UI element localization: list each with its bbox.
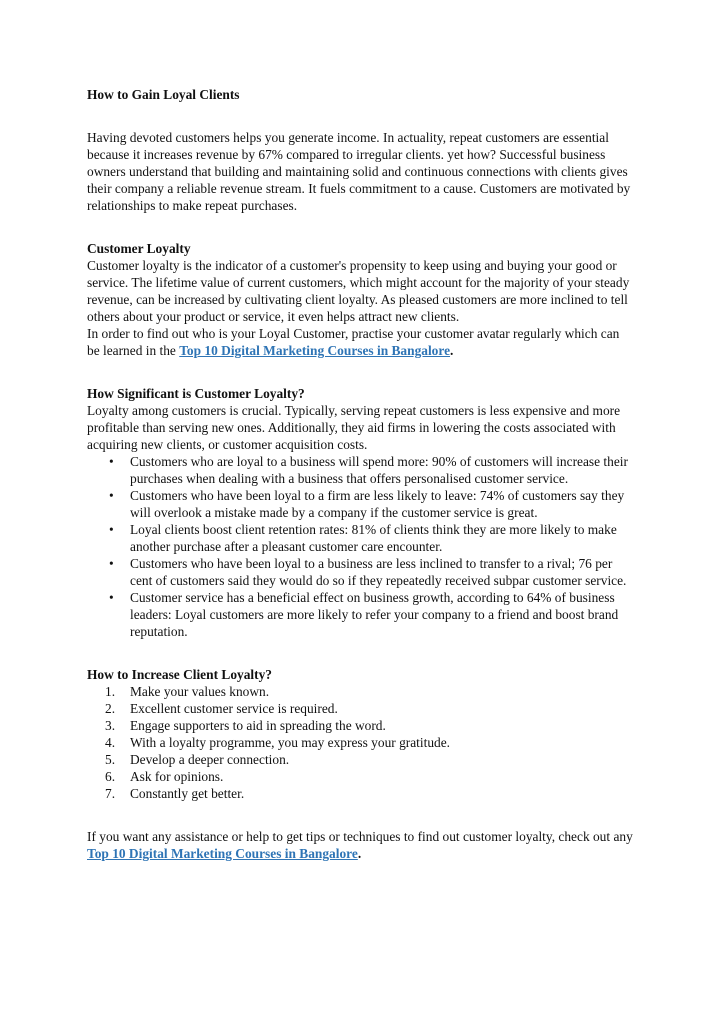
paragraph-period: . [357, 846, 362, 861]
list-item [87, 683, 635, 700]
paragraph-period: . [450, 343, 454, 358]
list-item: • Customers who are loyal to a business will spend more: 90% of customers will increase their purchases when dealing with a business that offers personalised customer service. [87, 453, 635, 487]
closing-paragraph [87, 828, 635, 862]
section-body: Customer loyalty is the indicator of a customer's propensity to keep using and buying your good or service. The lifetime value of current customers, which might account for the majority of your steady revenue, can be increased by cultivating client loyalty. As pleased customers are more inclined to tell others about your product or service, it even helps attract new clients. [87, 258, 630, 324]
bullet-list [87, 453, 635, 640]
list-text: Engage supporters to aid in spreading the word. [130, 718, 386, 733]
intro-paragraph: Having devoted customers helps you generate income. In actuality, repeat customers are essential because it increases revenue by 67% compared to irregular clients. yet how? Successful business owners understand that building and maintaining solid and continuous connections with clients gives their company a reliable revenue stream. It fuels commitment to a cause. Customers are motivated by relationships to make repeat purchases. [87, 130, 631, 213]
list-number: 6. [105, 769, 116, 784]
section-heading: Customer Loyalty [87, 241, 191, 256]
section-body-link-paragraph [87, 325, 635, 359]
section-significance [87, 385, 635, 640]
list-item [87, 734, 635, 751]
list-item [87, 785, 635, 802]
section-increase-loyalty [87, 666, 635, 802]
numbered-list [87, 683, 635, 802]
section-customer-loyalty [87, 240, 635, 359]
list-item [87, 700, 635, 717]
courses-link[interactable]: Top 10 Digital Marketing Courses in Bangalore [179, 343, 451, 358]
list-number: 3. [105, 718, 116, 733]
list-number: 2. [105, 701, 116, 716]
list-text: Constantly get better. [130, 786, 245, 801]
list-text: Ask for opinions. [130, 769, 224, 784]
list-text: With a loyalty programme, you may express your gratitude. [130, 735, 451, 750]
list-number: 5. [105, 752, 116, 767]
list-number: 4. [105, 735, 116, 750]
list-item [87, 717, 635, 734]
courses-link[interactable]: Top 10 Digital Marketing Courses in Bangalore [87, 846, 358, 861]
document-title: How to Gain Loyal Clients [87, 87, 240, 102]
list-item [87, 768, 635, 785]
list-item: • Customer service has a beneficial effect on business growth, according to 64% of business leaders: Loyal customers are more likely to refer your company to a friend and boost brand reputation. [87, 589, 635, 640]
section-body: Loyalty among customers is crucial. Typically, serving repeat customers is less expensive and more profitable than serving new ones. Additionally, they aid firms in lowering the costs associated with acquiring new clients, or customer acquisition costs. [87, 403, 621, 452]
section-heading: How to Increase Client Loyalty? [87, 667, 272, 682]
document-page [87, 86, 635, 862]
list-item: • Loyal clients boost client retention rates: 81% of clients think they are more likely to make another purchase after a pleasant customer care encounter. [87, 521, 635, 555]
list-item [87, 751, 635, 768]
paragraph-text: If you want any assistance or help to get tips or techniques to find out customer loyalty, check out any [87, 829, 633, 844]
list-item: • Customers who have been loyal to a firm are less likely to leave: 74% of customers say they will overlook a mistake made by a company if the customer service is great. [87, 487, 635, 521]
section-heading: How Significant is Customer Loyalty? [87, 386, 305, 401]
list-text: Make your values known. [130, 684, 270, 699]
list-number: 7. [105, 786, 116, 801]
list-text: Develop a deeper connection. [130, 752, 290, 767]
list-number: 1. [105, 684, 116, 699]
list-text: Excellent customer service is required. [130, 701, 338, 716]
list-item: • Customers who have been loyal to a business are less inclined to transfer to a rival; 76 per cent of customers said they would do so if they repeatedly received subpar customer service. [87, 555, 635, 589]
paragraph-text: In order to find out who is your Loyal Customer, practise your customer avatar regularly which can be learned in the [87, 326, 620, 358]
